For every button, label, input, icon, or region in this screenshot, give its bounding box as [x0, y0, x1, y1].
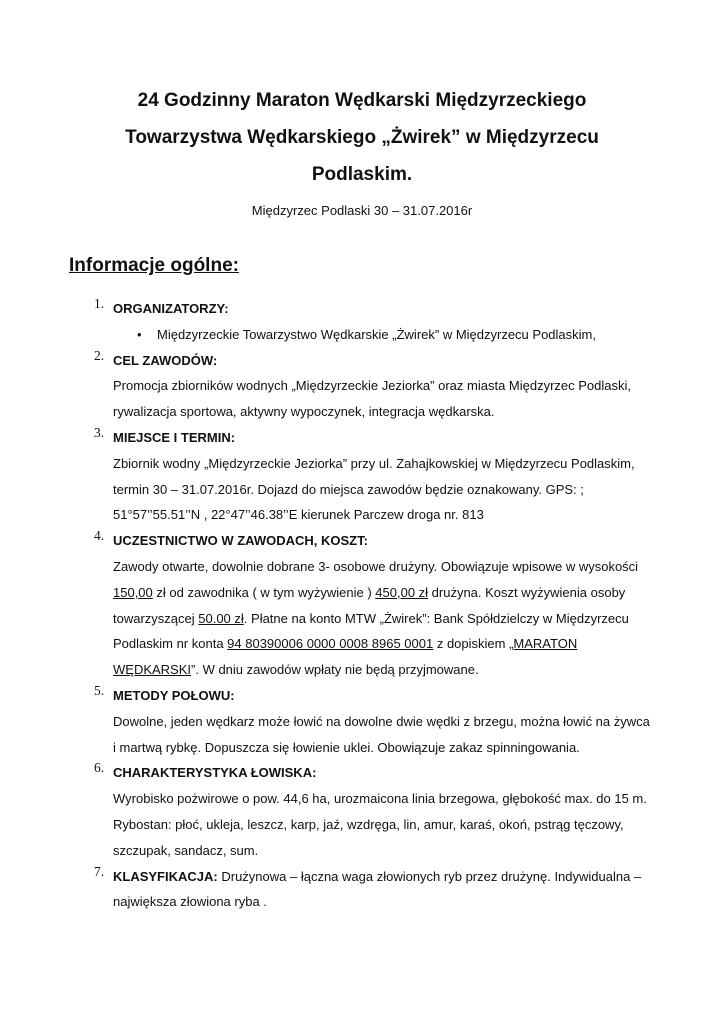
- item-text-line: Wyrobisko pożwirowe o pow. 44,6 ha, urozmaicona linia brzegowa, głębokość max. do 15 m.: [113, 791, 647, 807]
- item-text-line: Zawody otwarte, dowolnie dobrane 3- osobowe drużyny. Obowiązuje wpisowe w wysokości: [113, 558, 639, 574]
- item-number: 1.: [94, 296, 105, 311]
- item-heading: ORGANIZATORZY:: [113, 301, 229, 316]
- account-number: 94 80390006 0000 0008 8965 0001: [227, 636, 434, 652]
- item-number: 7.: [94, 863, 105, 879]
- text-fragment: drużyna. Koszt wyżywienia osoby: [428, 584, 626, 600]
- fee-per-person: 150,00: [113, 584, 153, 600]
- text-fragment: . Płatne na konto MTW „Żwirek”: Bank Spółdzielczy w Międzyrzecu: [243, 610, 629, 626]
- list-item-participation: [0, 528, 724, 683]
- item-heading: KLASYFIKACJA:: [113, 868, 218, 884]
- item-number: 2.: [94, 347, 105, 363]
- section-heading: Informacje ogólne:: [69, 255, 239, 276]
- item-text-line: Zbiornik wodny „Międzyrzeckie Jeziorka” przy ul. Zahajkowskiej w Międzyrzecu Podlaskim,: [113, 455, 635, 471]
- item-text-line: Rybostan: płoć, ukleja, leszcz, karp, jaź, wzdręga, lin, amur, karaś, okoń, pstrąg tęczowy,: [113, 816, 624, 832]
- list-item-place-date: [0, 425, 724, 528]
- payment-note-part2: WĘDKARSKI: [113, 662, 192, 678]
- info-list: [0, 296, 724, 915]
- item-heading: UCZESTNICTWO W ZAWODACH, KOSZT:: [113, 533, 368, 549]
- item-text-line: [113, 580, 724, 606]
- item-text-line: [113, 657, 724, 683]
- text-fragment: Drużynowa – łączna waga złowionych ryb przez drużynę. Indywidualna –: [217, 868, 642, 884]
- item-text-line: Dowolne, jeden wędkarz może łowić na dowolne dwie wędki z brzegu, można łowić na żywca: [113, 713, 650, 729]
- text-fragment: zł od zawodnika ( w tym wyżywienie ): [152, 584, 376, 600]
- list-item-classification: [0, 864, 724, 916]
- document-title: [90, 82, 634, 193]
- fee-per-team: 450,00 zł: [375, 584, 429, 600]
- item-text-line: rywalizacja sportowa, aktywny wypoczynek, integracja wędkarska.: [113, 404, 495, 420]
- item-text-line: Promocja zbiorników wodnych „Międzyrzeckie Jeziorka” oraz miasta Międzyrzec Podlaski,: [113, 378, 632, 394]
- item-text-line: 51°57’’55.51’’N , 22°47’’46.38’’E kierunek Parczew droga nr. 813: [113, 507, 484, 523]
- text-fragment: z dopiskiem „: [433, 636, 514, 652]
- document-subtitle: Międzyrzec Podlaski 30 – 31.07.2016r: [251, 203, 473, 218]
- bullet-icon: •: [137, 326, 142, 342]
- title-line-3: Podlaskim.: [311, 164, 413, 185]
- item-number: 4.: [94, 528, 105, 544]
- item-text-line: [113, 631, 724, 657]
- list-item-goal: [0, 348, 724, 425]
- item-text-line: i martwą rybkę. Dopuszcza się łowienie uklei. Obowiązuje zakaz spinningowania.: [113, 739, 580, 755]
- item-heading: CHARAKTERYSTYKA ŁOWISKA:: [113, 765, 317, 781]
- item-number: 5.: [94, 682, 105, 698]
- bullet-text: Międzyrzeckie Towarzystwo Wędkarskie „Żwirek” w Międzyrzecu Podlaskim,: [157, 326, 596, 342]
- title-line-1: 24 Godzinny Maraton Wędkarski Międzyrzeckiego: [137, 90, 587, 111]
- text-fragment: ”. W dniu zawodów wpłaty nie będą przyjmowane.: [191, 662, 479, 678]
- item-number: 3.: [94, 424, 105, 440]
- text-fragment: Podlaskim nr konta: [113, 636, 228, 652]
- bullet-item: [137, 322, 724, 348]
- title-line-2: Towarzystwa Wędkarskiego „Żwirek” w Międzyrzecu: [125, 127, 599, 148]
- item-heading: METODY POŁOWU:: [113, 687, 235, 703]
- payment-note-part1: MARATON: [513, 636, 578, 652]
- item-heading: CEL ZAWODÓW:: [113, 352, 218, 368]
- text-fragment: towarzyszącej: [113, 610, 199, 626]
- fee-companion: 50.00 zł: [198, 610, 244, 626]
- item-text-line: [113, 606, 724, 632]
- list-item-fishery: [0, 760, 724, 863]
- list-item-organizers: [0, 296, 724, 348]
- item-text-line: szczupak, sandacz, sum.: [113, 842, 259, 858]
- item-heading: MIEJSCE I TERMIN:: [113, 429, 236, 445]
- item-number: 6.: [94, 760, 105, 776]
- item-text-line: największa złowiona ryba .: [113, 894, 267, 910]
- list-item-methods: [0, 683, 724, 760]
- item-text-line: termin 30 – 31.07.2016r. Dojazd do miejsca zawodów będzie oznakowany. GPS: ;: [113, 481, 584, 497]
